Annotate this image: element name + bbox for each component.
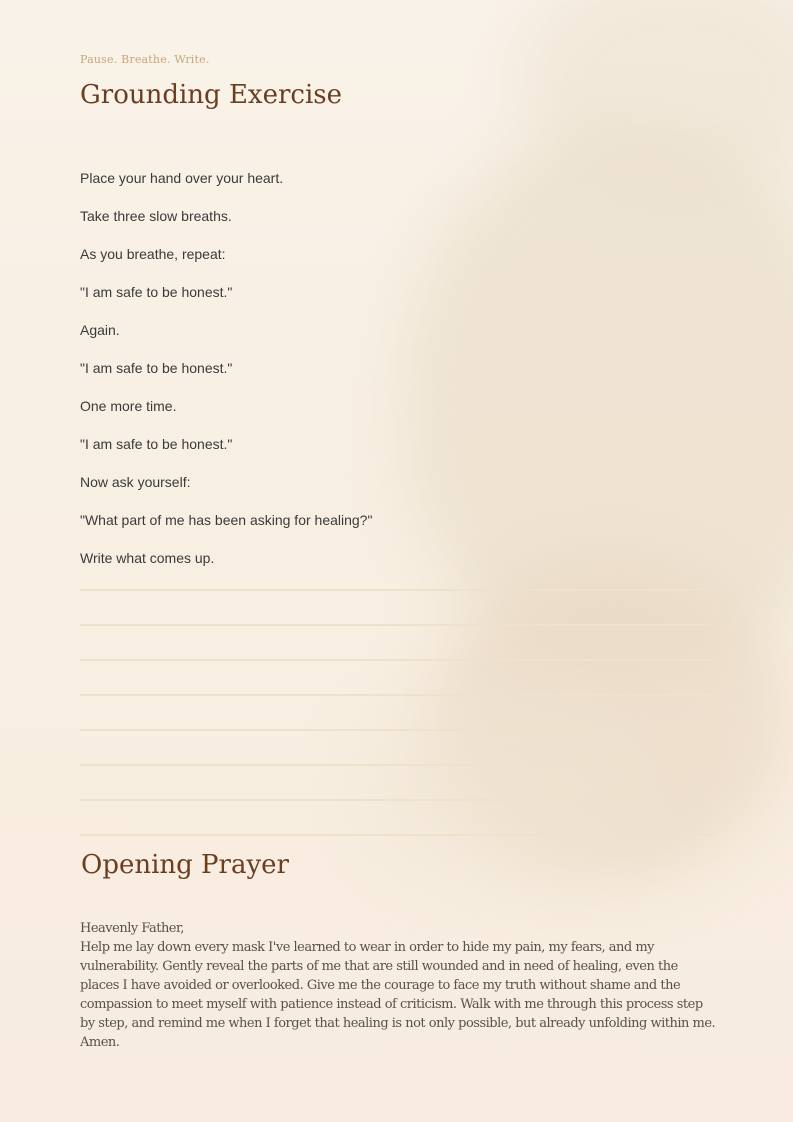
prayer-title: Opening Prayer bbox=[81, 850, 289, 880]
exercise-step: "I am safe to be honest." bbox=[80, 360, 233, 376]
writing-line[interactable] bbox=[80, 589, 713, 591]
writing-area[interactable] bbox=[80, 589, 713, 869]
exercise-step: Place your hand over your heart. bbox=[80, 170, 284, 186]
exercise-step: As you breathe, repeat: bbox=[80, 246, 226, 262]
exercise-step: Again. bbox=[80, 322, 120, 338]
exercise-step: One more time. bbox=[80, 398, 177, 414]
exercise-step: Write what comes up. bbox=[80, 550, 215, 566]
exercise-steps bbox=[80, 169, 372, 587]
writing-line[interactable] bbox=[80, 764, 713, 766]
exercise-step: Take three slow breaths. bbox=[80, 208, 232, 224]
writing-line[interactable] bbox=[80, 729, 713, 731]
prayer-text bbox=[80, 919, 716, 1052]
page-title: Grounding Exercise bbox=[80, 80, 343, 110]
writing-line[interactable] bbox=[80, 624, 713, 626]
writing-line[interactable] bbox=[80, 694, 713, 696]
prayer-body: Help me lay down every mask I've learned to wear in order to hide my pain, my fears, and my vulnerability. Gently reveal the parts of me that are still wounded and in need of healing, even the places I have avoided or overlooked. Give me the courage to face my truth without shame and the compassion to meet myself with patience instead of criticism. Walk with me through this process step by step, and remind me when I forget that healing is not only possible, but already unfolding within me. bbox=[80, 940, 716, 1031]
exercise-step: "I am safe to be honest." bbox=[80, 284, 233, 300]
writing-line[interactable] bbox=[80, 834, 713, 836]
tagline: Pause. Breathe. Write. bbox=[80, 53, 210, 66]
prayer-salutation: Heavenly Father, bbox=[80, 921, 184, 936]
writing-line[interactable] bbox=[80, 799, 713, 801]
exercise-step: "I am safe to be honest." bbox=[80, 436, 233, 452]
prayer-closing: Amen. bbox=[80, 1035, 120, 1050]
writing-line[interactable] bbox=[80, 659, 713, 661]
exercise-step: Now ask yourself: bbox=[80, 474, 191, 490]
watercolor-wash bbox=[520, 0, 793, 200]
exercise-step: "What part of me has been asking for healing?" bbox=[80, 512, 373, 528]
